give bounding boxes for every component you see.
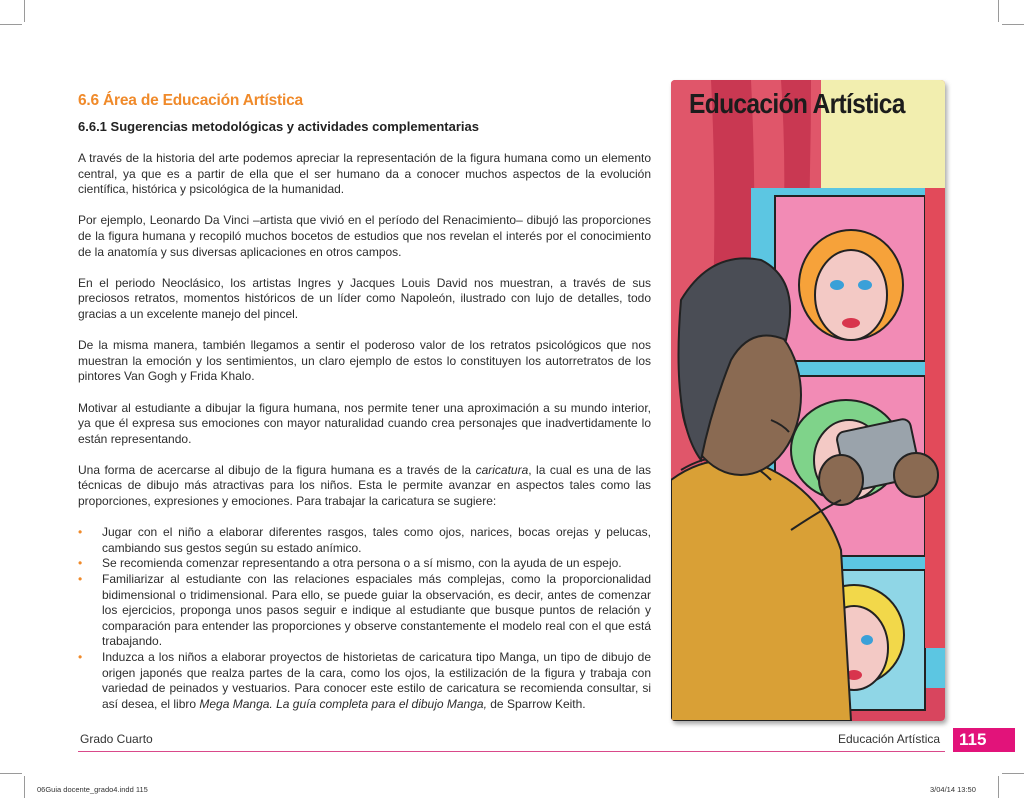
list-item — [78, 572, 651, 650]
list-item-text: Induzca a los niños a elaborar proyectos de historietas de caricatura tipo Manga, un tipo de dibujo de origen japonés que realza partes de la cara, como los ojos, la estilización de la figura y trabaja con variedad de peinados y vestuarios. Para conocer este estilo de caricatura se recomienda consultar, si así desea, el libro — [102, 650, 651, 711]
text-run: Una forma de acercarse al dibujo de la figura humana es a través de la — [78, 462, 476, 477]
slug-date: 3/04/14 13:50 — [930, 785, 976, 794]
paragraph: Por ejemplo, Leonardo Da Vinci –artista que vivió en el período del Renacimiento– dibujó las proporciones de la figura humana y recopiló muchos bocetos de estudios que nos revelan el interés por el conocimiento de la anatomía y sus diversas aplicaciones en otros campos. — [78, 213, 651, 259]
footer-grade: Grado Cuarto — [80, 732, 153, 746]
list-item-text: Jugar con el niño a elaborar diferentes rasgos, tales como ojos, narices, bocas orejas y pelucas, cambiando sus gestos según su estado anímico. — [102, 525, 651, 555]
crop-mark — [0, 773, 22, 774]
list-item — [78, 525, 651, 556]
paragraph: De la misma manera, también llegamos a sentir el poderoso valor de los retratos psicológicos que nos muestran la emoción y los sentimientos, un claro ejemplo de estos lo constituyen los autorretratos de los pintores Van Gogh y Frida Khalo. — [78, 338, 651, 384]
bullet-icon: • — [78, 572, 83, 587]
bullet-icon: • — [78, 556, 83, 571]
illustration-title: Educación Artística — [689, 88, 905, 119]
footer-rule — [78, 751, 945, 752]
subsection-title: 6.6.1 Sugerencias metodológicas y actividades complementarias — [78, 119, 480, 134]
section-title: 6.6 Área de Educación Artística — [78, 92, 303, 109]
crop-mark — [24, 776, 25, 798]
crop-mark — [1002, 24, 1024, 25]
bullet-icon: • — [78, 650, 83, 664]
footer-subject: Educación Artística — [838, 732, 941, 746]
list-item — [78, 556, 651, 572]
crop-mark — [0, 24, 22, 25]
illustration-panel — [671, 80, 945, 721]
paragraph: En el periodo Neoclásico, los artistas Ingres y Jacques Louis David nos muestran, a través de sus preciosos retratos, momentos históricos de un líder como Napoleón, ilustrado con lujo de detalles, todo gracias a un excelente manejo del pincel. — [78, 275, 651, 321]
body-text — [78, 151, 651, 712]
cartoon-illustration — [671, 80, 945, 721]
bullet-icon: • — [78, 525, 83, 540]
crop-mark — [1002, 773, 1024, 774]
list-item-text: de Sparrow Keith. — [486, 696, 586, 711]
portrait-face-top — [799, 230, 903, 340]
list-item-text: Familiarizar al estudiante con las relaciones espaciales más complejas, como la proporcionalidad bidimensional o tridimensional. Para ello, se puede guiar la observación, es decir, antes de comenzar los ejercicios, proponga unos pasos seguir e indique al estudiante que busque puntos de relación y comparación para entender las proporciones y observe constantemente el modelo real con el que está trabajando. — [102, 572, 651, 649]
page-number: 115 — [953, 728, 1015, 752]
paragraph: Motivar al estudiante a dibujar la figura humana, nos permite tener una aproximación a su mundo interior, ya que él expresa sus emociones con mayor naturalidad cuando crea personajes que inadvertidamente lo están representando. — [78, 400, 651, 446]
red-strip — [925, 188, 945, 648]
slug-file: 06Guia docente_grado4.indd 115 — [37, 785, 148, 794]
list-item — [78, 650, 651, 712]
book-title: Mega Manga. La guía completa para el dibujo Manga, — [199, 696, 487, 711]
caricature-paragraph — [78, 463, 651, 510]
crop-mark — [998, 776, 999, 798]
crop-mark — [24, 0, 25, 22]
list-item-text: Se recomienda comenzar representando a otra persona o a sí mismo, con la ayuda de un espejo. — [102, 556, 622, 571]
text-run: , la cual es una de las técnicas de dibujo más atractivas para los niños. Esta le permite avanzar en aspectos tales como las proporciones, expresiones y emociones. Para trabajar la caricatura se sugiere: — [78, 462, 651, 509]
emphasis-caricatura: caricatura — [475, 462, 529, 477]
paragraph: A través de la historia del arte podemos apreciar la representación de la figura humana como un elemento central, ya que es a partir de ella que el ser humano da a conocer muchos aspectos de la evolución científica, histórica y psicológica de la humanidad. — [78, 151, 651, 197]
crop-mark — [998, 0, 999, 22]
suggestion-list — [78, 525, 651, 712]
